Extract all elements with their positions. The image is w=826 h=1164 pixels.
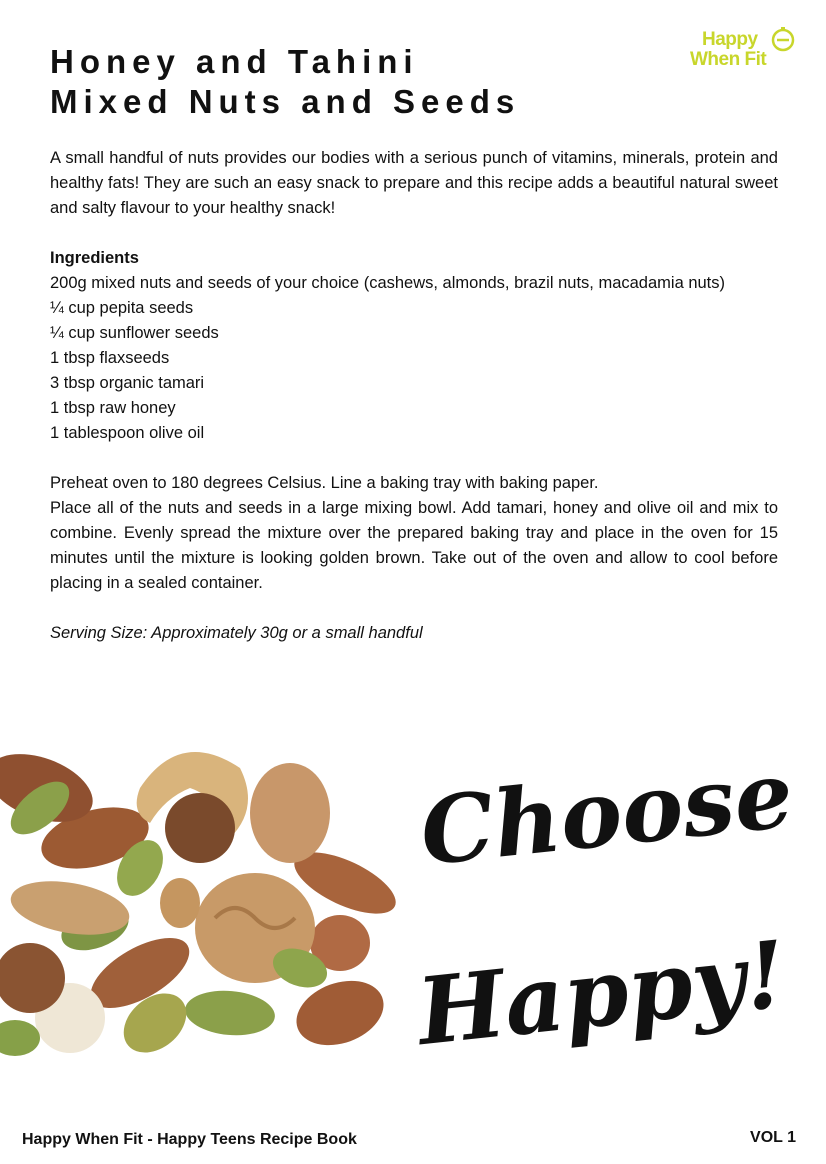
ingredient-item: 1 tablespoon olive oil <box>50 424 205 442</box>
method-step-1: Preheat oven to 180 degrees Celsius. Line a baking tray with baking paper. <box>50 474 599 492</box>
footer-volume: VOL 1 <box>750 1129 796 1146</box>
lettering-line-2: Happy! <box>412 920 791 1067</box>
ingredient-item: ¼ cup sunflower seeds <box>50 324 219 342</box>
recipe-title <box>50 42 520 122</box>
logo-text-line-1: Happy <box>702 29 758 50</box>
intro-paragraph: A small handful of nuts provides our bodies with a serious punch of vitamins, minerals, protein and healthy fats! They are such an easy snack to prepare and this recipe adds a beautiful natural sweet and salty flavour to your healthy snack! <box>50 149 778 217</box>
serving-size: Serving Size: Approximately 30g or a small handful <box>50 624 423 642</box>
brand-logo <box>690 24 800 80</box>
mixed-nuts-image <box>0 728 410 1088</box>
ingredient-item: 1 tbsp raw honey <box>50 399 176 417</box>
choose-happy-lettering <box>412 720 798 1080</box>
recipe-title-line-2: Mixed Nuts and Seeds <box>50 83 521 120</box>
ingredient-item: 200g mixed nuts and seeds of your choice (cashews, almonds, brazil nuts, macadamia nuts) <box>50 274 726 292</box>
ingredient-item: ¼ cup pepita seeds <box>50 299 194 317</box>
footer-book-title: Happy When Fit - Happy Teens Recipe Book <box>22 1131 357 1148</box>
logo-text-line-2: When Fit <box>690 49 767 70</box>
recipe-title-line-1: Honey and Tahini <box>50 43 419 80</box>
recipe-body <box>50 146 778 646</box>
lettering-line-1: Choose <box>415 739 798 887</box>
ingredient-item: 3 tbsp organic tamari <box>50 374 205 392</box>
method-step-2: Place all of the nuts and seeds in a large mixing bowl. Add tamari, honey and olive oil and mix to combine. Evenly spread the mixture over the prepared baking tray and place in the oven for 15 minutes until the mixture is looking golden brown. Take out of the oven and allow to cool before placing in a sealed container. <box>50 499 778 592</box>
scale-icon <box>770 26 796 52</box>
ingredient-item: 1 tbsp flaxseeds <box>50 349 170 367</box>
ingredients-heading: Ingredients <box>50 249 139 267</box>
